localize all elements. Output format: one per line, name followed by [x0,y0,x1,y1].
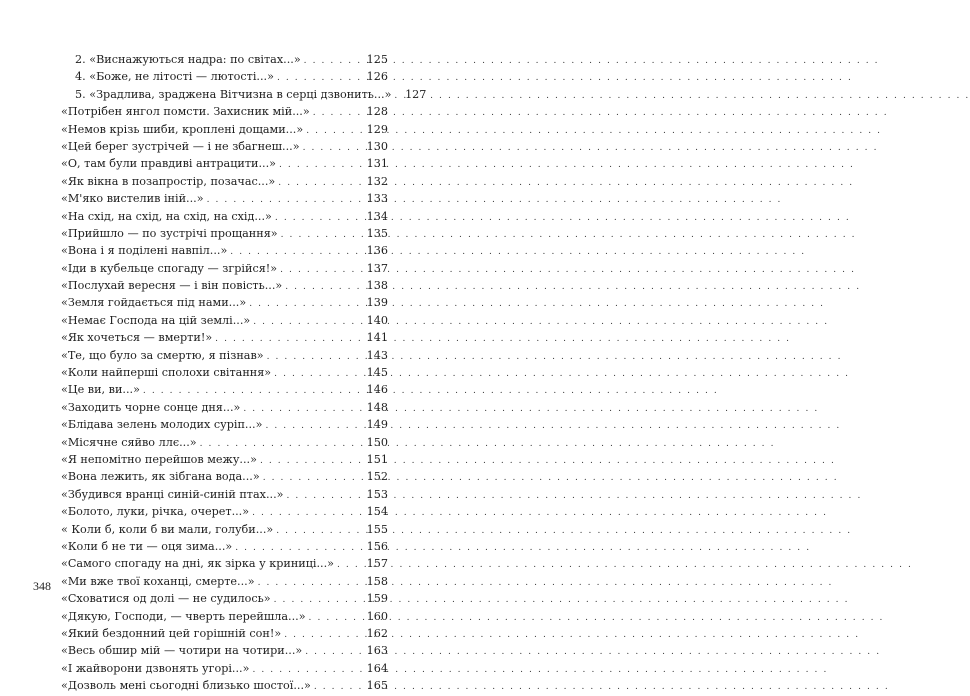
toc-entry [61,294,388,311]
toc-entry-title: «Болото, луки, річка, очерет...» [61,505,250,519]
toc-entry [61,173,388,190]
toc-entry [61,677,388,694]
toc-entry-title: 2. «Виснажуються надра: по світах...» [75,53,301,66]
toc-entry-page-number: 129 [366,122,388,136]
toc-entry [61,242,388,259]
toc-entry-page-number: 162 [366,626,388,640]
toc-entry-page-number: 165 [366,679,388,693]
toc-entry-title: «На схід, на схід, на схід, на схід...» [61,209,272,223]
toc-entry-page-number: 133 [366,192,388,206]
toc-entry [61,642,388,659]
toc-entry [61,225,388,242]
toc-entry-page-number: 164 [366,661,388,675]
dot-leader [286,488,362,505]
toc-entry-title: «Це ви, ви...» [61,383,140,397]
toc-entry-title: «Місячне сяйво ллє...» [61,435,197,449]
toc-entry [61,381,388,398]
dot-leader [309,610,362,627]
toc-entry [61,451,388,468]
toc-entry [61,660,388,677]
toc-entry-page-number: 141 [366,331,388,345]
toc-entry-page-number: 149 [366,418,388,432]
toc-entry-page-number: 159 [366,592,388,606]
dot-leader [267,349,362,366]
dot-leader [278,175,362,192]
toc-entry-page-number: 140 [366,313,388,327]
toc-entry-title: «Я непомітно перейшов межу...» [61,452,257,466]
dot-leader [279,157,362,174]
toc-entry-title: «Блідава зелень молодих суріп...» [61,418,263,432]
toc-entry [61,486,388,503]
toc-entry [61,155,388,172]
toc-entry-title: «Який бездонний цей горішній сон!» [61,626,282,640]
toc-entry-title: «Дякую, Господи, — чверть перейшла...» [61,609,306,623]
toc-entry-title: «Земля гойдається під нами...» [61,296,247,310]
dot-leader [313,105,362,122]
toc-entry-page-number: 126 [366,70,388,84]
toc-entry [61,416,388,433]
toc-entry [61,555,388,572]
toc-entry [61,573,388,590]
toc-entry-page-number: 157 [366,557,388,571]
toc-entry-title: «Немає Господа на цій землі...» [61,313,251,327]
dot-leader [303,140,362,157]
toc-entry-page-number: 146 [366,383,388,397]
toc-entry-title: «Коли найперші сполохи світання» [61,366,272,380]
toc-entry-page-number: 125 [366,53,388,66]
toc-entry-title: «Самого спогаду на дні, як зірка у криниці...» [61,557,335,571]
toc-entry-title: «Цей берег зустрічей — і не збагнеш...» [61,139,300,153]
dot-leader [394,88,400,105]
toc-entry [61,208,388,225]
dot-leader [281,227,362,244]
toc-entry-title: «Весь обшир мій — чотири на чотири...» [61,644,303,658]
dot-leader [280,262,362,279]
dot-leader [249,296,362,313]
dot-leader [337,557,362,574]
toc-entry [61,538,388,555]
toc-entry-page-number: 158 [366,574,388,588]
toc-entry [61,190,388,207]
toc-entry [61,590,388,607]
dot-leader [258,575,362,592]
toc-entry-title: «Потрібен янгол помсти. Захисник мій...» [61,105,310,119]
table-of-contents [61,51,427,694]
toc-entry-page-number: 127 [405,87,427,101]
toc-entry-page-number: 145 [366,366,388,380]
toc-entry-title: «Дозволь мені сьогодні близько шостої...» [61,679,311,693]
toc-entry-page-number: 154 [366,505,388,519]
toc-entry-title: «Ми вже твої коханці, смерте...» [61,574,255,588]
toc-entry-page-number: 148 [366,400,388,414]
toc-entry-page-number: 130 [366,139,388,153]
toc-entry-title: «Те, що було за смертю, я пізнав» [61,348,264,362]
toc-entry [61,364,388,381]
toc-entry-title: «І жайворони дзвонять угорі...» [61,661,250,675]
toc-entry-page-number: 128 [366,105,388,119]
toc-entry-page-number: 138 [366,279,388,293]
toc-entry [61,312,388,329]
toc-entry-title: «Немов крізь шиби, кроплені дощами...» [61,122,304,136]
toc-entry-page-number: 150 [366,435,388,449]
dot-leader [285,279,362,296]
toc-entry-page-number: 152 [366,470,388,484]
toc-entry-page-number: 136 [366,244,388,258]
toc-entry-title: «М'яко вистелив іній...» [61,192,204,206]
dot-leader [304,53,362,70]
toc-entry-title: «Збудився вранці синій-синій птах...» [61,487,284,501]
toc-entry-page-number: 163 [366,644,388,658]
toc-entry-page-number: 135 [366,226,388,240]
toc-entry-title: «Іди в кубельце спогаду — згрійся!» [61,261,278,275]
dot-leader [276,523,362,540]
toc-entry-page-number: 132 [366,174,388,188]
toc-entry-title: «Вона лежить, як зібгана вода...» [61,470,260,484]
dot-leader [274,366,362,383]
toc-entry [61,260,388,277]
toc-entry-title: «Як вікна в позапростір, позачас...» [61,174,276,188]
toc-entry-page-number: 131 [366,157,388,171]
toc-entry-page-number: 153 [366,487,388,501]
toc-entry [61,503,388,520]
toc-entry-page-number: 156 [366,539,388,553]
dot-leader [314,679,362,696]
toc-entry-title: 4. «Боже, не літості — лютості...» [75,70,274,84]
toc-entry-page-number: 143 [366,348,388,362]
toc-entry-title: «Заходить чорне сонце дня...» [61,400,241,414]
toc-entry [61,51,388,68]
toc-entry-title: «Прийшло — по зустрічі прощання» [61,226,278,240]
toc-entry-page-number: 137 [366,261,388,275]
toc-entry-title: 5. «Зрадлива, зраджена Вітчизна в серці дзвонить...» [75,87,392,101]
dot-leader [275,210,362,227]
toc-entry [61,86,427,103]
toc-entry-title: «Вона і я поділені навпіл...» [61,244,228,258]
toc-entry-title: «О, там були правдиві антрацити...» [61,157,277,171]
toc-entry-title: «Коли б не ти — оця зима...» [61,539,233,553]
toc-entry [61,608,388,625]
toc-entry-title: «Як хочеться — вмерти!» [61,331,213,345]
toc-entry-page-number: 151 [366,452,388,466]
toc-entry-page-number: 134 [366,209,388,223]
toc-entry-title: «Сховатися од долі — не судилось» [61,592,271,606]
toc-entry [61,277,388,294]
toc-entry [61,329,388,346]
toc-entry [61,399,388,416]
toc-entry [61,347,388,364]
page-number: 348 [33,579,51,593]
toc-entry [61,138,388,155]
dot-leader [260,453,362,470]
toc-entry [61,625,388,642]
dot-leader [253,314,362,331]
toc-entry-title: «Послухай вересня — і він повість...» [61,279,283,293]
toc-entry-title: « Коли б, коли б ви мали, голуби...» [61,522,274,536]
toc-entry [61,121,388,138]
toc-entry-page-number: 160 [366,609,388,623]
dot-leader [306,123,362,140]
toc-entry [61,521,388,538]
toc-entry [61,68,388,85]
dot-leader [305,644,362,661]
toc-entry-page-number: 155 [366,522,388,536]
dot-leader [265,418,362,435]
toc-entry-page-number: 139 [366,296,388,310]
toc-entry [61,434,388,451]
toc-entry [61,468,388,485]
toc-entry [61,103,388,120]
